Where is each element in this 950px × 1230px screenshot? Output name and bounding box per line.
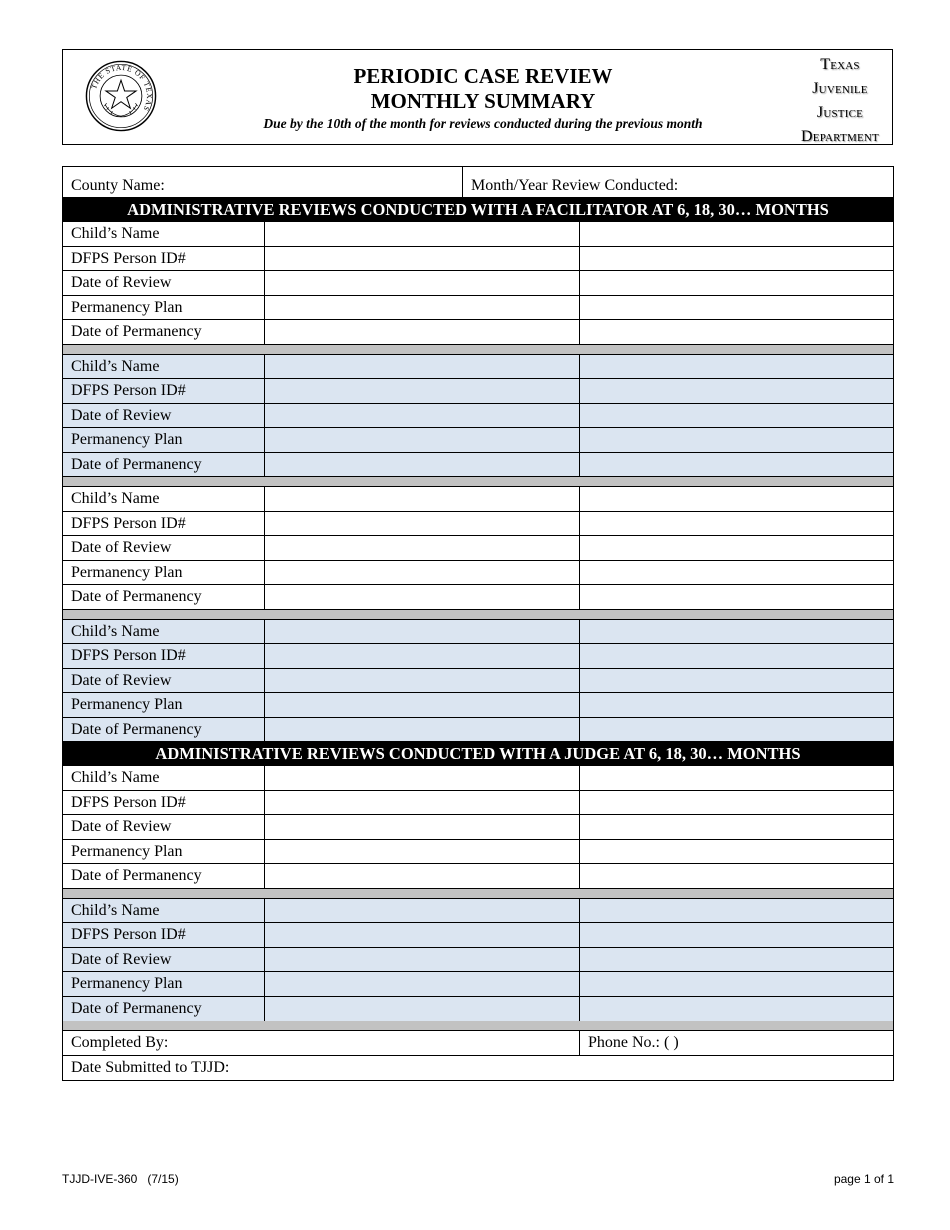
- field-label: Date of Permanency: [63, 585, 265, 609]
- entry-field[interactable]: [265, 296, 580, 320]
- entry-field[interactable]: [265, 222, 580, 246]
- entry-field[interactable]: [580, 453, 893, 477]
- field-label: Date of Permanency: [63, 453, 265, 477]
- field-label: DFPS Person ID#: [63, 791, 265, 815]
- entry-field[interactable]: [580, 271, 893, 295]
- field-label: Date of Review: [63, 669, 265, 693]
- entry-field[interactable]: [265, 923, 580, 947]
- entry-field[interactable]: [580, 923, 893, 947]
- entry-field[interactable]: [580, 718, 893, 742]
- entry-field[interactable]: [580, 791, 893, 815]
- review-row: [63, 923, 893, 948]
- entry-field[interactable]: [580, 620, 893, 644]
- entry-field[interactable]: [265, 453, 580, 477]
- field-label: Permanency Plan: [63, 428, 265, 452]
- entry-field[interactable]: [580, 355, 893, 379]
- field-label: Permanency Plan: [63, 972, 265, 996]
- field-label: Child’s Name: [63, 620, 265, 644]
- form-due-note: Due by the 10th of the month for reviews conducted during the previous month: [263, 116, 703, 131]
- entry-field[interactable]: [265, 840, 580, 864]
- date-submitted-row: [63, 1056, 893, 1081]
- review-row: [63, 404, 893, 429]
- review-row: [63, 972, 893, 997]
- field-label: Permanency Plan: [63, 693, 265, 717]
- field-label: Child’s Name: [63, 355, 265, 379]
- entry-field[interactable]: [580, 815, 893, 839]
- entry-field[interactable]: [265, 693, 580, 717]
- form-title-line-1: PERIODIC CASE REVIEW: [353, 64, 613, 88]
- review-row: [63, 271, 893, 296]
- field-label: DFPS Person ID#: [63, 247, 265, 271]
- field-label: Date of Review: [63, 536, 265, 560]
- review-row: [63, 453, 893, 478]
- agency-name-line: Justice: [816, 104, 864, 121]
- form-header: [62, 49, 893, 145]
- field-label: Date of Permanency: [63, 997, 265, 1022]
- review-row: [63, 791, 893, 816]
- review-row: [63, 644, 893, 669]
- field-label: DFPS Person ID#: [63, 923, 265, 947]
- entry-field[interactable]: [580, 320, 893, 344]
- section-banner: ADMINISTRATIVE REVIEWS CONDUCTED WITH A FACILITATOR AT 6, 18, 30… MONTHS: [63, 198, 893, 222]
- review-row: [63, 620, 893, 645]
- form-id: TJJD-IVE-360 (7/15): [62, 1172, 179, 1186]
- review-row: [63, 585, 893, 610]
- entry-field[interactable]: [580, 487, 893, 511]
- review-row: [63, 428, 893, 453]
- entry-field[interactable]: [580, 899, 893, 923]
- review-row: [63, 536, 893, 561]
- title-block: [223, 64, 743, 132]
- entry-field[interactable]: [580, 561, 893, 585]
- review-row: [63, 512, 893, 537]
- entry-field[interactable]: [580, 864, 893, 888]
- review-row: [63, 669, 893, 694]
- entry-field[interactable]: [265, 247, 580, 271]
- entry-field[interactable]: [265, 536, 580, 560]
- date-submitted-field[interactable]: Date Submitted to TJJD:: [71, 1058, 230, 1076]
- field-label: DFPS Person ID#: [63, 512, 265, 536]
- state-seal-icon: [85, 60, 157, 132]
- month-year-field[interactable]: Month/Year Review Conducted:: [471, 177, 679, 194]
- entry-field[interactable]: [265, 669, 580, 693]
- field-label: Permanency Plan: [63, 561, 265, 585]
- entry-field[interactable]: [265, 428, 580, 452]
- entry-field[interactable]: [580, 585, 893, 609]
- entry-field[interactable]: [265, 271, 580, 295]
- entry-field[interactable]: [580, 222, 893, 246]
- entry-field[interactable]: [265, 512, 580, 536]
- entry-field[interactable]: [265, 997, 580, 1022]
- entry-field[interactable]: [265, 815, 580, 839]
- review-row: [63, 997, 893, 1022]
- form-title-line-2: MONTHLY SUMMARY: [370, 89, 596, 113]
- field-label: Permanency Plan: [63, 296, 265, 320]
- county-name-field[interactable]: County Name:: [63, 167, 463, 197]
- review-row: [63, 320, 893, 345]
- review-row: [63, 840, 893, 865]
- review-row: [63, 899, 893, 924]
- field-label: Date of Permanency: [63, 320, 265, 344]
- entry-field[interactable]: [265, 718, 580, 742]
- entry-field[interactable]: [265, 791, 580, 815]
- page-number: page 1 of 1: [833, 1172, 894, 1186]
- entry-field[interactable]: [265, 899, 580, 923]
- entry-field[interactable]: [580, 247, 893, 271]
- entry-field[interactable]: [580, 669, 893, 693]
- field-label: Date of Permanency: [63, 864, 265, 888]
- entry-field[interactable]: [265, 620, 580, 644]
- entry-field[interactable]: [580, 972, 893, 996]
- entry-field[interactable]: [580, 428, 893, 452]
- entry-field[interactable]: [580, 840, 893, 864]
- field-label: Date of Review: [63, 815, 265, 839]
- field-label: Child’s Name: [63, 899, 265, 923]
- review-row: [63, 561, 893, 586]
- review-row: [63, 948, 893, 973]
- entry-field[interactable]: [265, 404, 580, 428]
- entry-field[interactable]: [580, 644, 893, 668]
- field-label: Permanency Plan: [63, 840, 265, 864]
- field-label: DFPS Person ID#: [63, 379, 265, 403]
- entry-field[interactable]: [580, 536, 893, 560]
- review-row: [63, 355, 893, 380]
- entry-field[interactable]: [580, 766, 893, 790]
- case-review-form: [62, 166, 894, 1081]
- entry-field[interactable]: [265, 355, 580, 379]
- entry-field[interactable]: [265, 972, 580, 996]
- section-separator: [63, 1021, 893, 1031]
- entry-field[interactable]: [265, 561, 580, 585]
- field-label: DFPS Person ID#: [63, 644, 265, 668]
- field-label: Child’s Name: [63, 487, 265, 511]
- completed-by-field[interactable]: Completed By:: [63, 1031, 580, 1055]
- agency-name-line: Department: [801, 128, 879, 145]
- review-row: [63, 222, 893, 247]
- block-separator: [63, 477, 893, 487]
- entry-field[interactable]: [265, 948, 580, 972]
- entry-field[interactable]: [265, 766, 580, 790]
- entry-field[interactable]: [265, 320, 580, 344]
- field-label: Date of Review: [63, 948, 265, 972]
- entry-field[interactable]: [580, 296, 893, 320]
- review-row: [63, 296, 893, 321]
- agency-name-line: Texas: [820, 56, 860, 73]
- review-row: [63, 766, 893, 791]
- review-row: [63, 718, 893, 743]
- entry-field[interactable]: [580, 379, 893, 403]
- entry-field[interactable]: [265, 644, 580, 668]
- entry-field[interactable]: [580, 404, 893, 428]
- section-banner: ADMINISTRATIVE REVIEWS CONDUCTED WITH A JUDGE AT 6, 18, 30… MONTHS: [63, 742, 893, 766]
- field-label: Date of Review: [63, 404, 265, 428]
- entry-field[interactable]: [265, 864, 580, 888]
- field-label: Date of Review: [63, 271, 265, 295]
- svg-text:THE STATE OF TEXAS: THE STATE OF TEXAS: [89, 62, 154, 113]
- field-label: Date of Permanency: [63, 718, 265, 742]
- entry-field[interactable]: [580, 512, 893, 536]
- agency-name-line: Juvenile: [812, 80, 868, 97]
- agency-name: [792, 53, 888, 149]
- entry-field[interactable]: [265, 487, 580, 511]
- entry-field[interactable]: [580, 997, 893, 1022]
- entry-field[interactable]: [580, 948, 893, 972]
- phone-number-field[interactable]: Phone No.: ( ): [588, 1034, 679, 1051]
- block-separator: [63, 889, 893, 899]
- review-row: [63, 815, 893, 840]
- review-row: [63, 247, 893, 272]
- entry-field[interactable]: [265, 379, 580, 403]
- review-row: [63, 864, 893, 889]
- county-row: [63, 167, 893, 198]
- field-label: Child’s Name: [63, 222, 265, 246]
- review-row: [63, 487, 893, 512]
- review-row: [63, 693, 893, 718]
- block-separator: [63, 610, 893, 620]
- entry-field[interactable]: [580, 693, 893, 717]
- field-label: Child’s Name: [63, 766, 265, 790]
- completed-by-row: [63, 1031, 893, 1056]
- block-separator: [63, 345, 893, 355]
- entry-field[interactable]: [265, 585, 580, 609]
- review-row: [63, 379, 893, 404]
